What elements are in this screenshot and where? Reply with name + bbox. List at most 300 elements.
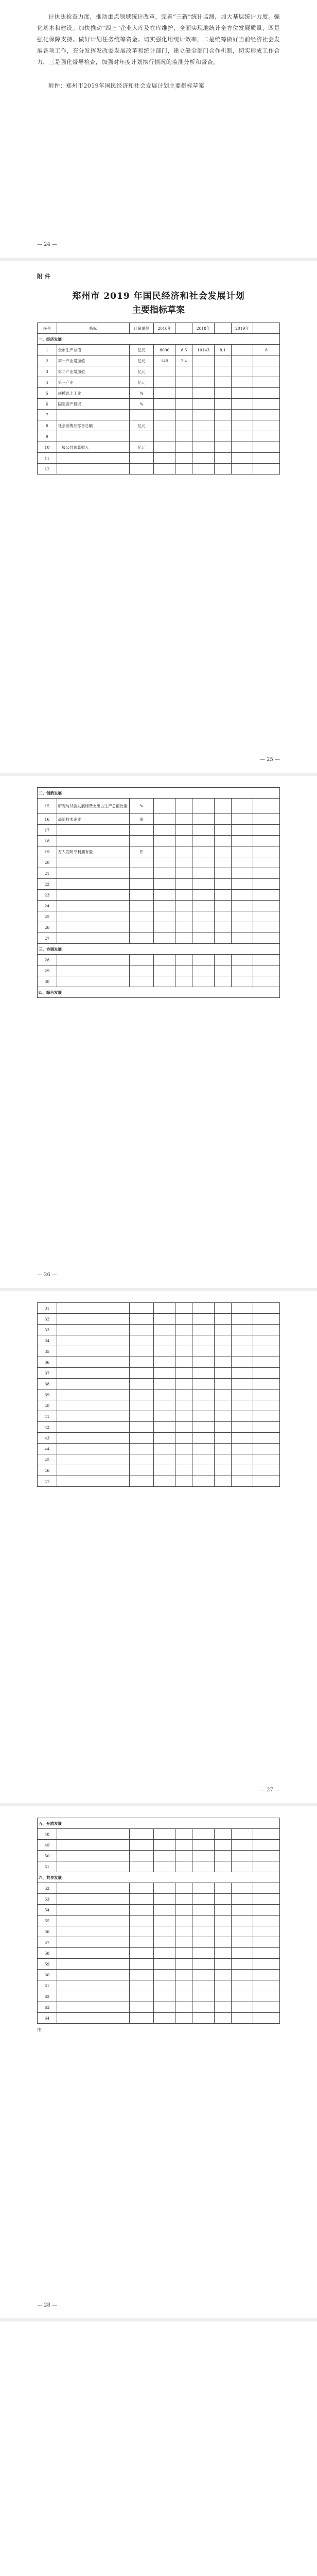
value-cell xyxy=(192,1303,214,1314)
value-cell xyxy=(175,911,192,922)
indicator-name-cell xyxy=(57,1926,129,1937)
value-cell xyxy=(175,976,192,987)
indicator-name-cell xyxy=(57,955,129,965)
value-cell xyxy=(231,355,253,366)
value-cell xyxy=(175,431,192,442)
row-index-cell: 26 xyxy=(38,922,57,933)
value-cell xyxy=(175,857,192,868)
value-cell xyxy=(214,933,231,944)
table-row xyxy=(38,879,280,890)
value-cell xyxy=(175,1422,192,1433)
table-section-row xyxy=(38,1818,280,1829)
table-row xyxy=(38,1433,280,1444)
value-cell xyxy=(154,464,175,474)
value-cell xyxy=(231,453,253,464)
value-cell xyxy=(231,431,253,442)
value-cell xyxy=(129,1303,153,1314)
value-cell xyxy=(129,965,153,976)
row-index-cell: 41 xyxy=(38,1411,57,1422)
value-cell xyxy=(253,1959,280,1970)
value-cell xyxy=(253,1905,280,1916)
row-index-cell: 45 xyxy=(38,1454,57,1465)
value-cell xyxy=(214,955,231,965)
row-index-cell: 58 xyxy=(38,1948,57,1959)
indicator-name-cell xyxy=(57,1454,129,1465)
table-row xyxy=(38,1948,280,1959)
value-cell xyxy=(129,464,153,474)
value-cell xyxy=(231,825,253,836)
value-cell xyxy=(154,442,175,453)
value-cell xyxy=(154,933,175,944)
value-cell xyxy=(214,901,231,911)
indicator-name-cell xyxy=(57,1465,129,1476)
value-cell xyxy=(231,911,253,922)
row-index-cell: 8 xyxy=(38,420,57,431)
value-cell xyxy=(175,1400,192,1411)
indicator-name-cell xyxy=(57,1851,129,1861)
value-cell xyxy=(129,410,153,420)
value-cell: % xyxy=(129,799,153,814)
value-cell xyxy=(175,825,192,836)
value-cell xyxy=(214,453,231,464)
value-cell xyxy=(129,1937,153,1948)
indicator-table xyxy=(37,787,280,998)
row-index-cell: 33 xyxy=(38,1325,57,1335)
value-cell xyxy=(129,1829,153,1840)
value-cell xyxy=(214,1454,231,1465)
value-cell xyxy=(253,911,280,922)
value-cell xyxy=(253,1422,280,1433)
value-cell xyxy=(231,410,253,420)
value-cell xyxy=(231,799,253,814)
value-cell xyxy=(231,420,253,431)
value-cell xyxy=(154,1411,175,1422)
value-cell xyxy=(154,1926,175,1937)
value-cell xyxy=(129,1389,153,1400)
table-row xyxy=(38,1379,280,1389)
row-index-cell: 34 xyxy=(38,1335,57,1346)
value-cell xyxy=(214,1303,231,1314)
value-cell xyxy=(154,1400,175,1411)
value-cell xyxy=(214,1883,231,1894)
value-cell xyxy=(253,1325,280,1335)
value-cell xyxy=(231,1379,253,1389)
table-section-row xyxy=(38,944,280,955)
value-cell xyxy=(192,846,214,857)
value-cell xyxy=(192,976,214,987)
value-cell xyxy=(154,846,175,857)
value-cell xyxy=(129,825,153,836)
value-cell xyxy=(253,955,280,965)
value-cell xyxy=(129,1465,153,1476)
value-cell xyxy=(192,1959,214,1970)
value-cell xyxy=(175,1368,192,1379)
value-cell xyxy=(231,1937,253,1948)
value-cell xyxy=(175,1916,192,1926)
value-cell xyxy=(253,922,280,933)
value-cell xyxy=(154,1422,175,1433)
value-cell xyxy=(214,922,231,933)
value-cell xyxy=(214,2002,231,2013)
value-cell xyxy=(129,1444,153,1454)
value-cell xyxy=(175,1433,192,1444)
value-cell xyxy=(175,2013,192,2024)
value-cell xyxy=(154,1357,175,1368)
value-cell xyxy=(231,879,253,890)
value-cell xyxy=(129,1379,153,1389)
value-cell xyxy=(214,399,231,410)
value-cell xyxy=(192,825,214,836)
value-cell xyxy=(214,799,231,814)
indicator-name-cell: 社会消费品零售总额 xyxy=(57,420,129,431)
indicator-name-cell xyxy=(57,965,129,976)
table-row xyxy=(38,965,280,976)
table-row xyxy=(38,1980,280,1991)
value-cell xyxy=(214,1422,231,1433)
indicator-table xyxy=(37,323,280,474)
row-index-cell: 60 xyxy=(38,1970,57,1980)
value-cell xyxy=(253,1314,280,1325)
value-cell xyxy=(231,965,253,976)
value-cell xyxy=(192,442,214,453)
value-cell xyxy=(129,879,153,890)
value-cell xyxy=(214,1948,231,1959)
indicator-name-cell xyxy=(57,879,129,890)
value-cell xyxy=(253,464,280,474)
table-row xyxy=(38,836,280,846)
value-cell xyxy=(253,1433,280,1444)
value-cell: 8.5 xyxy=(175,345,192,355)
value-cell xyxy=(253,814,280,825)
value-cell xyxy=(175,399,192,410)
indicator-name-cell xyxy=(57,1433,129,1444)
value-cell xyxy=(154,1991,175,2002)
value-cell xyxy=(129,922,153,933)
value-cell xyxy=(214,1400,231,1411)
row-index-cell: 46 xyxy=(38,1465,57,1476)
value-cell: 亿元 xyxy=(129,366,153,377)
value-cell xyxy=(192,377,214,388)
value-cell xyxy=(154,1937,175,1948)
column-header xyxy=(175,323,192,334)
value-cell xyxy=(175,879,192,890)
value-cell: 8.1 xyxy=(214,345,231,355)
value-cell xyxy=(214,464,231,474)
value-cell xyxy=(192,355,214,366)
table-row xyxy=(38,868,280,879)
report-page-6 xyxy=(0,2318,317,2576)
value-cell: 亿元 xyxy=(129,355,153,366)
value-cell xyxy=(231,1970,253,1980)
value-cell xyxy=(214,1991,231,2002)
value-cell xyxy=(154,976,175,987)
value-cell xyxy=(231,1926,253,1937)
value-cell xyxy=(154,420,175,431)
value-cell xyxy=(154,1959,175,1970)
value-cell xyxy=(253,1980,280,1991)
value-cell xyxy=(129,1368,153,1379)
value-cell xyxy=(231,366,253,377)
value-cell xyxy=(192,922,214,933)
value-cell xyxy=(154,1840,175,1851)
page-number: — 26 — xyxy=(37,1272,58,1278)
value-cell xyxy=(175,1357,192,1368)
row-index-cell: 61 xyxy=(38,1980,57,1991)
value-cell xyxy=(214,1444,231,1454)
row-index-cell: 19 xyxy=(38,846,57,857)
value-cell xyxy=(253,1411,280,1422)
indicator-name-cell xyxy=(57,1476,129,1487)
value-cell xyxy=(175,890,192,901)
value-cell xyxy=(231,922,253,933)
value-cell xyxy=(129,1325,153,1335)
value-cell xyxy=(253,2002,280,2013)
table-row xyxy=(38,442,280,453)
indicator-name-cell: 第二产业增加值 xyxy=(57,366,129,377)
value-cell xyxy=(154,377,175,388)
value-cell xyxy=(154,1980,175,1991)
column-header: 2016年 xyxy=(154,323,175,334)
value-cell xyxy=(214,1368,231,1379)
row-index-cell: 38 xyxy=(38,1379,57,1389)
value-cell xyxy=(175,1465,192,1476)
value-cell xyxy=(129,1980,153,1991)
value-cell xyxy=(154,1905,175,1916)
value-cell xyxy=(192,1948,214,1959)
row-index-cell: 42 xyxy=(38,1422,57,1433)
row-index-cell: 43 xyxy=(38,1433,57,1444)
value-cell xyxy=(175,1937,192,1948)
value-cell xyxy=(175,1980,192,1991)
value-cell xyxy=(214,1894,231,1905)
value-cell xyxy=(253,933,280,944)
value-cell xyxy=(175,377,192,388)
table-row xyxy=(38,1829,280,1840)
indicator-name-cell xyxy=(57,1959,129,1970)
value-cell xyxy=(214,1379,231,1389)
value-cell xyxy=(175,799,192,814)
value-cell xyxy=(214,890,231,901)
value-cell: % xyxy=(129,388,153,399)
value-cell xyxy=(129,976,153,987)
value-cell xyxy=(129,1991,153,2002)
value-cell xyxy=(253,1346,280,1357)
value-cell xyxy=(214,1335,231,1346)
value-cell xyxy=(192,911,214,922)
indicator-name-cell xyxy=(57,1389,129,1400)
indicator-name-cell: 第三产业 xyxy=(57,377,129,388)
column-header: 计量单位 xyxy=(129,323,153,334)
table-row xyxy=(38,1303,280,1314)
table-row xyxy=(38,453,280,464)
value-cell xyxy=(253,410,280,420)
value-cell xyxy=(175,1314,192,1325)
value-cell xyxy=(231,976,253,987)
indicator-name-cell xyxy=(57,1840,129,1851)
table-row xyxy=(38,1840,280,1851)
value-cell xyxy=(192,965,214,976)
row-index-cell: 36 xyxy=(38,1357,57,1368)
value-cell xyxy=(129,911,153,922)
indicator-name-cell xyxy=(57,825,129,836)
indicator-name-cell: 高新技术企业 xyxy=(57,814,129,825)
value-cell xyxy=(175,1905,192,1916)
row-index-cell: 32 xyxy=(38,1314,57,1325)
value-cell: % xyxy=(129,399,153,410)
row-index-cell: 30 xyxy=(38,976,57,987)
value-cell xyxy=(253,1400,280,1411)
value-cell xyxy=(175,1303,192,1314)
value-cell xyxy=(192,431,214,442)
value-cell xyxy=(175,1335,192,1346)
value-cell xyxy=(231,1465,253,1476)
row-index-cell: 2 xyxy=(38,355,57,366)
indicator-name-cell xyxy=(57,1400,129,1411)
row-index-cell: 56 xyxy=(38,1926,57,1937)
value-cell xyxy=(231,1422,253,1433)
value-cell xyxy=(214,420,231,431)
value-cell xyxy=(253,1303,280,1314)
indicator-name-cell xyxy=(57,1368,129,1379)
value-cell xyxy=(175,955,192,965)
page-number: — 25 — xyxy=(259,757,280,762)
indicator-table xyxy=(37,1818,280,2024)
value-cell xyxy=(214,846,231,857)
value-cell xyxy=(231,814,253,825)
indicator-name-cell xyxy=(57,901,129,911)
value-cell xyxy=(129,431,153,442)
table-row xyxy=(38,420,280,431)
value-cell xyxy=(192,1411,214,1422)
value-cell: 10143 xyxy=(192,345,214,355)
table-row xyxy=(38,955,280,965)
value-cell xyxy=(129,2013,153,2024)
row-index-cell: 12 xyxy=(38,464,57,474)
value-cell xyxy=(231,1368,253,1379)
value-cell xyxy=(175,1948,192,1959)
value-cell xyxy=(253,1335,280,1346)
row-index-cell: 48 xyxy=(38,1829,57,1840)
value-cell xyxy=(154,1389,175,1400)
row-index-cell: 44 xyxy=(38,1444,57,1454)
value-cell xyxy=(154,955,175,965)
value-cell xyxy=(192,1926,214,1937)
value-cell xyxy=(214,377,231,388)
table-row xyxy=(38,410,280,420)
value-cell xyxy=(231,442,253,453)
value-cell xyxy=(154,799,175,814)
value-cell xyxy=(253,976,280,987)
row-index-cell: 50 xyxy=(38,1851,57,1861)
table-row xyxy=(38,431,280,442)
row-index-cell: 4 xyxy=(38,377,57,388)
value-cell xyxy=(175,1861,192,1872)
value-cell xyxy=(175,442,192,453)
table-row xyxy=(38,1959,280,1970)
value-cell xyxy=(214,1980,231,1991)
value-cell xyxy=(175,2002,192,2013)
table-row xyxy=(38,846,280,857)
value-cell xyxy=(231,464,253,474)
value-cell xyxy=(154,1970,175,1980)
value-cell xyxy=(192,1905,214,1916)
value-cell xyxy=(214,976,231,987)
value-cell xyxy=(214,1476,231,1487)
table-row xyxy=(38,1861,280,1872)
value-cell xyxy=(214,1433,231,1444)
row-index-cell: 63 xyxy=(38,2002,57,2013)
table-row xyxy=(38,377,280,388)
value-cell xyxy=(231,846,253,857)
value-cell xyxy=(214,1959,231,1970)
table-row xyxy=(38,345,280,355)
value-cell xyxy=(154,1948,175,1959)
value-cell xyxy=(214,1937,231,1948)
value-cell xyxy=(214,388,231,399)
value-cell xyxy=(175,933,192,944)
body-paragraph: 计执法检查力度，推动重点领域统计改革，完善“三新”统计监测，加大基层统计力度。强化基本和建设。加快推动“四上”企业入库及在库维护，全面实现地统计全方位发展质量，四是强化保障支持。做好计划任务统筹资金。切实强化用统计效率，二是统筹做好当前经济社会发展各项工作，充分发挥发改委发展改革和统计部门，建立健全部门合作机制，切实形成工作合力，三是强化督导检查，加强对年度计划执行情况的监测分析和督查。 xyxy=(37,13,280,65)
row-index-cell: 3 xyxy=(38,366,57,377)
value-cell xyxy=(214,857,231,868)
value-cell xyxy=(231,2013,253,2024)
value-cell xyxy=(214,814,231,825)
value-cell xyxy=(192,836,214,846)
report-page-5 xyxy=(0,1803,317,2318)
table-row xyxy=(38,2013,280,2024)
table-row xyxy=(38,1894,280,1905)
table-row xyxy=(38,1314,280,1325)
value-cell xyxy=(214,366,231,377)
value-cell xyxy=(129,1883,153,1894)
value-cell xyxy=(253,1368,280,1379)
table-row xyxy=(38,933,280,944)
table-row xyxy=(38,1883,280,1894)
value-cell xyxy=(253,825,280,836)
row-index-cell: 10 xyxy=(38,442,57,453)
value-cell xyxy=(231,1905,253,1916)
value-cell xyxy=(154,1444,175,1454)
value-cell xyxy=(175,965,192,976)
value-cell xyxy=(129,857,153,868)
row-index-cell: 15 xyxy=(38,799,57,814)
indicator-name-cell xyxy=(57,1883,129,1894)
value-cell xyxy=(192,1465,214,1476)
value-cell xyxy=(231,1433,253,1444)
table-row xyxy=(38,1851,280,1861)
value-cell xyxy=(154,911,175,922)
row-index-cell: 59 xyxy=(38,1959,57,1970)
value-cell xyxy=(231,1851,253,1861)
value-cell xyxy=(231,836,253,846)
row-index-cell: 51 xyxy=(38,1861,57,1872)
value-cell: 家 xyxy=(129,814,153,825)
value-cell xyxy=(154,814,175,825)
value-cell: 件 xyxy=(129,846,153,857)
indicator-name-cell xyxy=(57,464,129,474)
indicator-name-cell xyxy=(57,1829,129,1840)
value-cell xyxy=(231,857,253,868)
value-cell xyxy=(192,1829,214,1840)
indicator-name-cell: 研究与试验发展经费支出占生产总值比重 xyxy=(57,799,129,814)
value-cell xyxy=(253,1883,280,1894)
indicator-name-cell xyxy=(57,2002,129,2013)
value-cell xyxy=(231,1303,253,1314)
row-index-cell: 49 xyxy=(38,1840,57,1851)
value-cell xyxy=(253,1861,280,1872)
value-cell xyxy=(253,1916,280,1926)
value-cell xyxy=(214,1411,231,1422)
section-heading: 二、创新发展 xyxy=(38,788,280,799)
